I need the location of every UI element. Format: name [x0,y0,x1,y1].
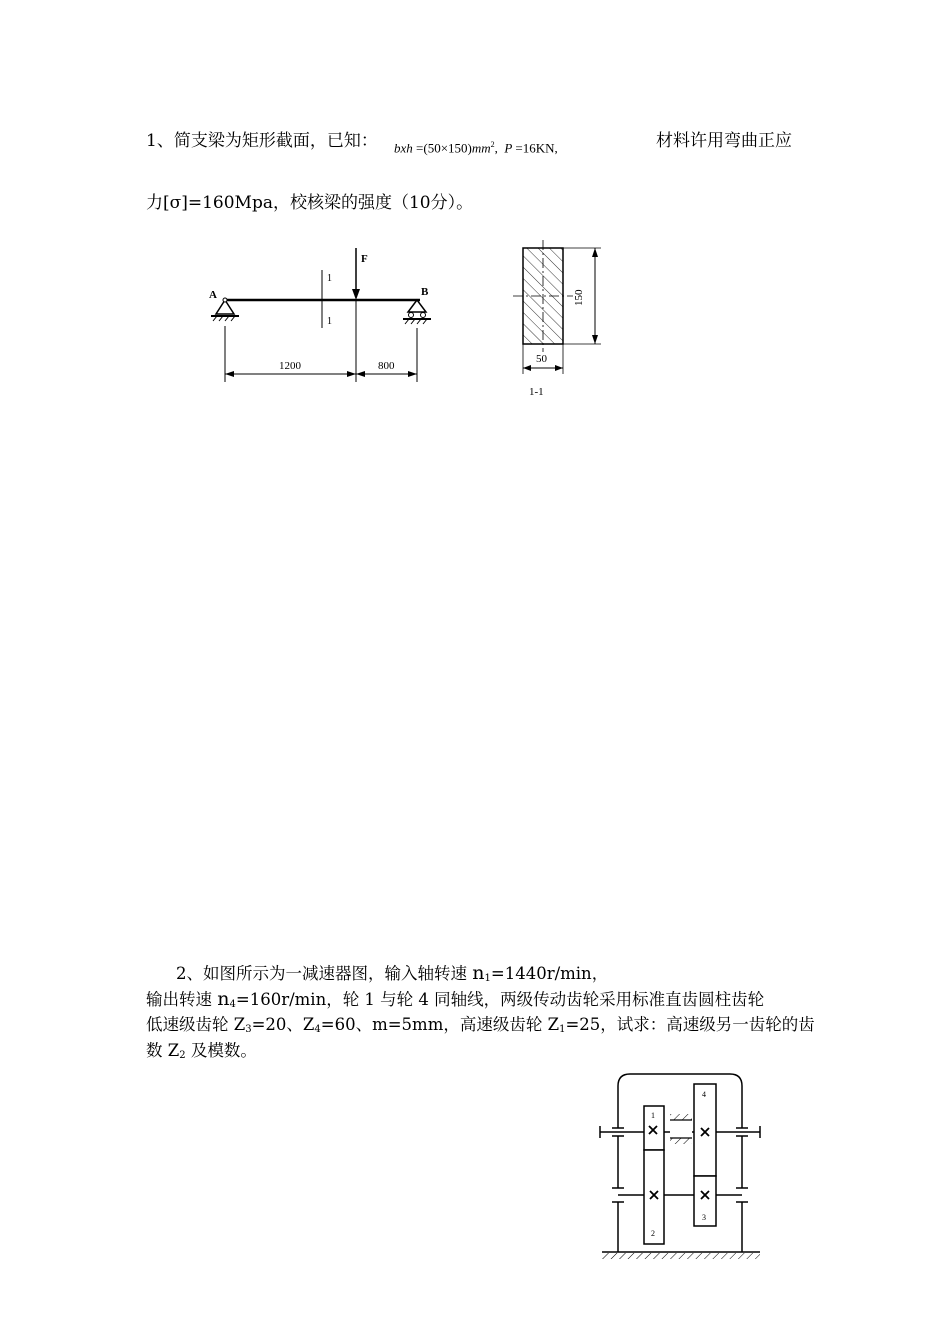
q1-line1 [146,126,378,151]
reducer-diagram [596,1070,766,1265]
q1-text-after: 材料许用弯曲正应 [656,131,792,151]
support-a [211,298,239,321]
q1-line2: 力[σ]=160Mpa，校核梁的强度（10分）。 [146,193,474,213]
q2-line1: 2、如图所示为一减速器图，输入轴转速 n1=1440r/min， [176,962,609,984]
gear-4-label: 4 [702,1090,706,1099]
dim-800: 800 [378,360,395,372]
dim-150: 150 [573,289,585,306]
support-b [403,300,431,324]
q2-line2: 输出转速 n4=160r/min，轮 1 与轮 4 同轴线，两级传动齿轮采用标准直齿圆柱齿轮 [146,988,765,1010]
label-b: B [421,286,429,298]
label-f: F [361,253,368,265]
beam-diagram [195,240,450,400]
gear-2-label: 2 [651,1229,655,1238]
q1-number: 1、 [146,131,174,151]
q1-formula: bxh $=(50\times 150)mm^2$, P =16KN, [394,140,558,156]
q2-line3: 低速级齿轮 Z3=20、Z4=60、m=5mm，高速级齿轮 Z1=25，试求：高速级另一齿轮的齿 [146,1015,815,1035]
dim-50: 50 [536,353,547,365]
section-mark-top: 1 [327,273,332,284]
section-caption: 1-1 [529,386,544,398]
label-a: A [209,289,217,301]
section-mark-bottom: 1 [327,316,332,327]
q1-text-before: 简支梁为矩形截面，已知： [173,131,378,151]
section-diagram [505,238,615,403]
gear-3-label: 3 [702,1213,706,1222]
q2-line4: 数 Z2 及模数。 [146,1041,257,1061]
gear-1-label: 1 [651,1111,655,1120]
dim-1200: 1200 [279,360,301,372]
